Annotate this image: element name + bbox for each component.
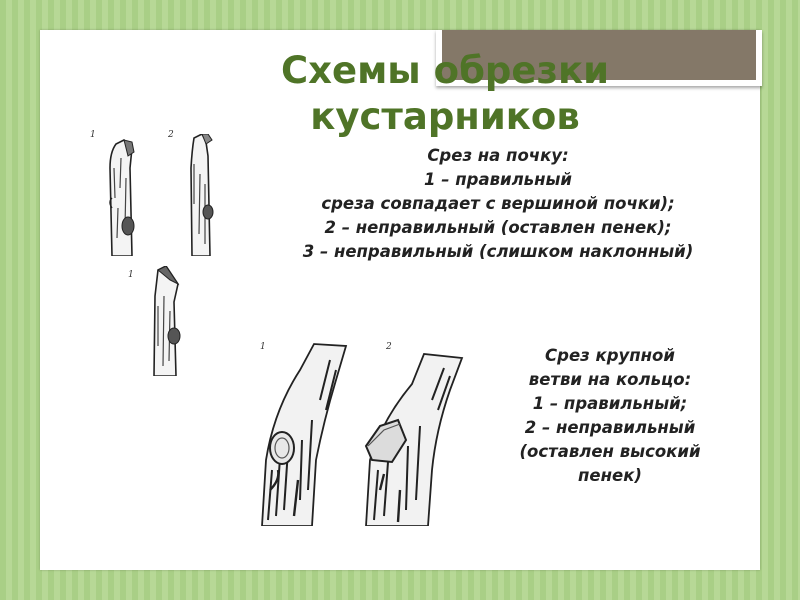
- slide: [40, 30, 760, 570]
- ring-caption-line-3: 1 – правильный;: [532, 394, 688, 413]
- ring-cut-caption: [480, 344, 740, 488]
- ring-cut-correct-illustration: [260, 340, 352, 526]
- ring-cut-stub-illustration: [362, 350, 466, 526]
- title-line-2: кустарников: [310, 95, 580, 138]
- ring-figure-label-2: 2: [386, 342, 392, 352]
- bud-cut-stub-illustration: [178, 134, 228, 256]
- bud-caption-line-2: 1 – правильный: [424, 170, 572, 189]
- bud-caption-line-3: среза совпадает с вершиной почки);: [321, 194, 675, 213]
- bud-cut-slanted-illustration: [144, 266, 190, 376]
- bud-caption-line-4: 2 – неправильный (оставлен пенек);: [324, 218, 672, 237]
- ring-figure-label-1: 1: [260, 342, 266, 352]
- ring-caption-line-6: пенек): [578, 466, 642, 485]
- ring-caption-line-1: Срез крупной: [545, 346, 675, 365]
- bud-cut-correct-illustration: [98, 138, 148, 256]
- ring-caption-line-4: 2 – неправильный: [524, 418, 696, 437]
- ring-caption-line-5: (оставлен высокий: [519, 442, 701, 461]
- bud-figure-label-1: 1: [90, 130, 96, 140]
- bud-caption-line-5: 3 – неправильный (слишком наклонный): [302, 242, 694, 261]
- slide-title: [220, 48, 670, 140]
- title-line-1: Схемы обрезки: [280, 49, 610, 92]
- bud-figure-label-2: 2: [168, 130, 174, 140]
- bud-caption-line-1: Срез на почку:: [427, 146, 569, 165]
- bud-figure-label-3: 1: [128, 270, 134, 280]
- ring-caption-line-2: ветви на кольцо:: [528, 370, 692, 389]
- bud-cut-caption: [258, 144, 738, 264]
